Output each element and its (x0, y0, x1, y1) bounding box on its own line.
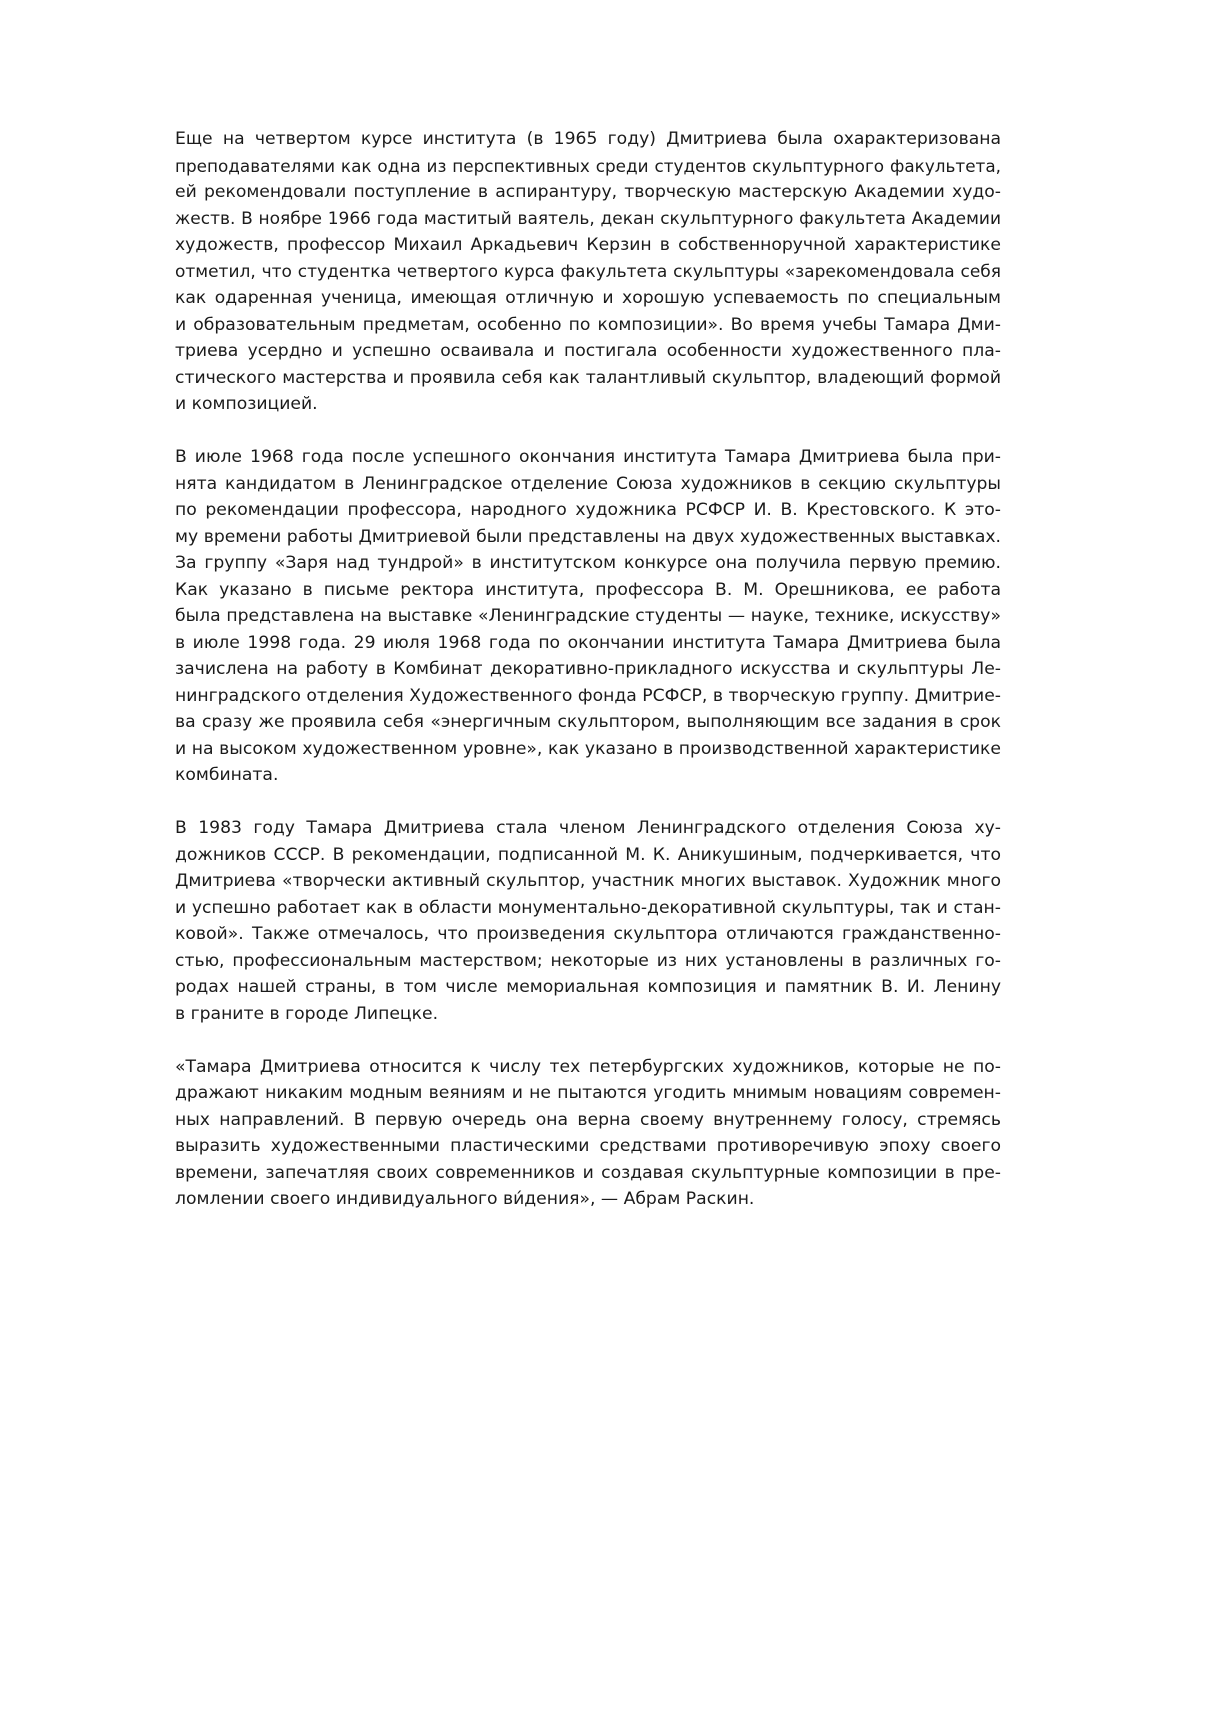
text-line: триева усердно и успешно осваивала и постигала особенности художественного пла- (175, 341, 1001, 361)
text-line: дожников СССР. В рекомендации, подписанной М. К. Аникушиным, подчеркивается, что (175, 844, 1001, 865)
paragraph-1 (175, 126, 1001, 418)
text-line: Еще на четвертом курсе института (в 1965 году) Дмитриева была охарактеризована (175, 129, 1001, 149)
text-line: дражают никаким модным веяниям и не пытаются угодить мнимым новациям современ- (175, 1083, 1001, 1103)
text-line: времени, запечатляя своих современников и создавая скульптурные композиции в пре- (175, 1162, 1001, 1183)
text-line: нинградского отделения Художественного фонда РСФСР, в творческую группу. Дмитрие- (175, 685, 1001, 706)
text-line: ных направлений. В первую очередь она верна своему внутреннему голосу, стремясь (175, 1109, 1001, 1130)
text-line: «Тамара Дмитриева относится к числу тех петербургских художников, которые не по- (175, 1056, 1001, 1077)
text-line: комбината. (175, 765, 279, 785)
text-line: по рекомендации профессора, народного художника РСФСР И. В. Крестовского. К это- (175, 500, 1001, 520)
text-line: как одаренная ученица, имеющая отличную и хорошую успеваемость по специальным (175, 288, 1001, 308)
text-line: За группу «Заря над тундрой» в институтском конкурсе она получила первую премию. (175, 553, 1001, 573)
paragraph-4-quote (175, 1054, 1001, 1213)
paragraph-3 (175, 815, 1001, 1027)
text-line: отметил, что студентка четвертого курса факультета скульптуры «зарекомендовала себя (175, 261, 1001, 282)
text-line: В 1983 году Тамара Дмитриева стала членом Ленинградского отделения Союза ху- (175, 818, 1001, 838)
text-line: выразить художественными пластическими средствами противоречивую эпоху своего (175, 1136, 1001, 1156)
text-line: жеств. В ноябре 1966 года маститый ваятель, декан скульптурного факультета Академии (175, 208, 1001, 229)
text-line: Дмитриева «творчески активный скульптор, участник многих выставок. Художник много (175, 871, 1001, 891)
text-line: ва сразу же проявила себя «энергичным скульптором, выполняющим все задания в срок (175, 712, 1001, 732)
text-line: преподавателями как одна из перспективных среди студентов скульптурного факультета, (175, 155, 1001, 176)
text-line: была представлена на выставке «Ленинградские студенты — науке, технике, искусству» (175, 606, 1001, 626)
text-line: му времени работы Дмитриевой были представлены на двух художественных выставках. (175, 526, 1001, 547)
text-line: нята кандидатом в Ленинградское отделение Союза художников в секцию скульптуры (175, 473, 1001, 494)
text-line: и на высоком художественном уровне», как указано в производственной характеристике (175, 738, 1001, 759)
text-line: стью, профессиональным мастерством; некоторые из них установлены в различных го- (175, 950, 1001, 971)
text-line: родах нашей страны, в том числе мемориальная композиция и памятник В. И. Ленину (175, 977, 1001, 997)
text-line: стического мастерства и проявила себя как талантливый скульптор, владеющий формой (175, 367, 1001, 388)
text-line: в июле 1998 года. 29 июля 1968 года по окончании института Тамара Дмитриева была (175, 632, 1001, 653)
body-text (175, 126, 1001, 1239)
text-line: ей рекомендовали поступление в аспирантуру, творческую мастерскую Академии худо- (175, 182, 1001, 202)
text-line: и успешно работает как в области монументально-декоративной скульптуры, так и стан- (175, 897, 1001, 918)
text-line: В июле 1968 года после успешного окончания института Тамара Дмитриева была при- (175, 447, 1001, 467)
text-line: и образовательным предметам, особенно по композиции». Во время учебы Тамара Дми- (175, 314, 1001, 335)
text-line: ковой». Также отмечалось, что произведения скульптора отличаются гражданственно- (175, 924, 1001, 944)
text-line: Как указано в письме ректора института, профессора В. М. Орешникова, ее работа (175, 579, 1001, 600)
text-line: в граните в городе Липецке. (175, 1003, 439, 1024)
text-line: ломлении своего индивидуального ви́дения», — Абрам Раскин. (175, 1189, 755, 1209)
text-line: и композицией. (175, 394, 318, 414)
text-line: художеств, профессор Михаил Аркадьевич Керзин в собственноручной характеристике (175, 235, 1001, 255)
text-line: зачислена на работу в Комбинат декоративно-прикладного искусства и скульптуры Ле- (175, 659, 1001, 679)
paragraph-2 (175, 444, 1001, 789)
